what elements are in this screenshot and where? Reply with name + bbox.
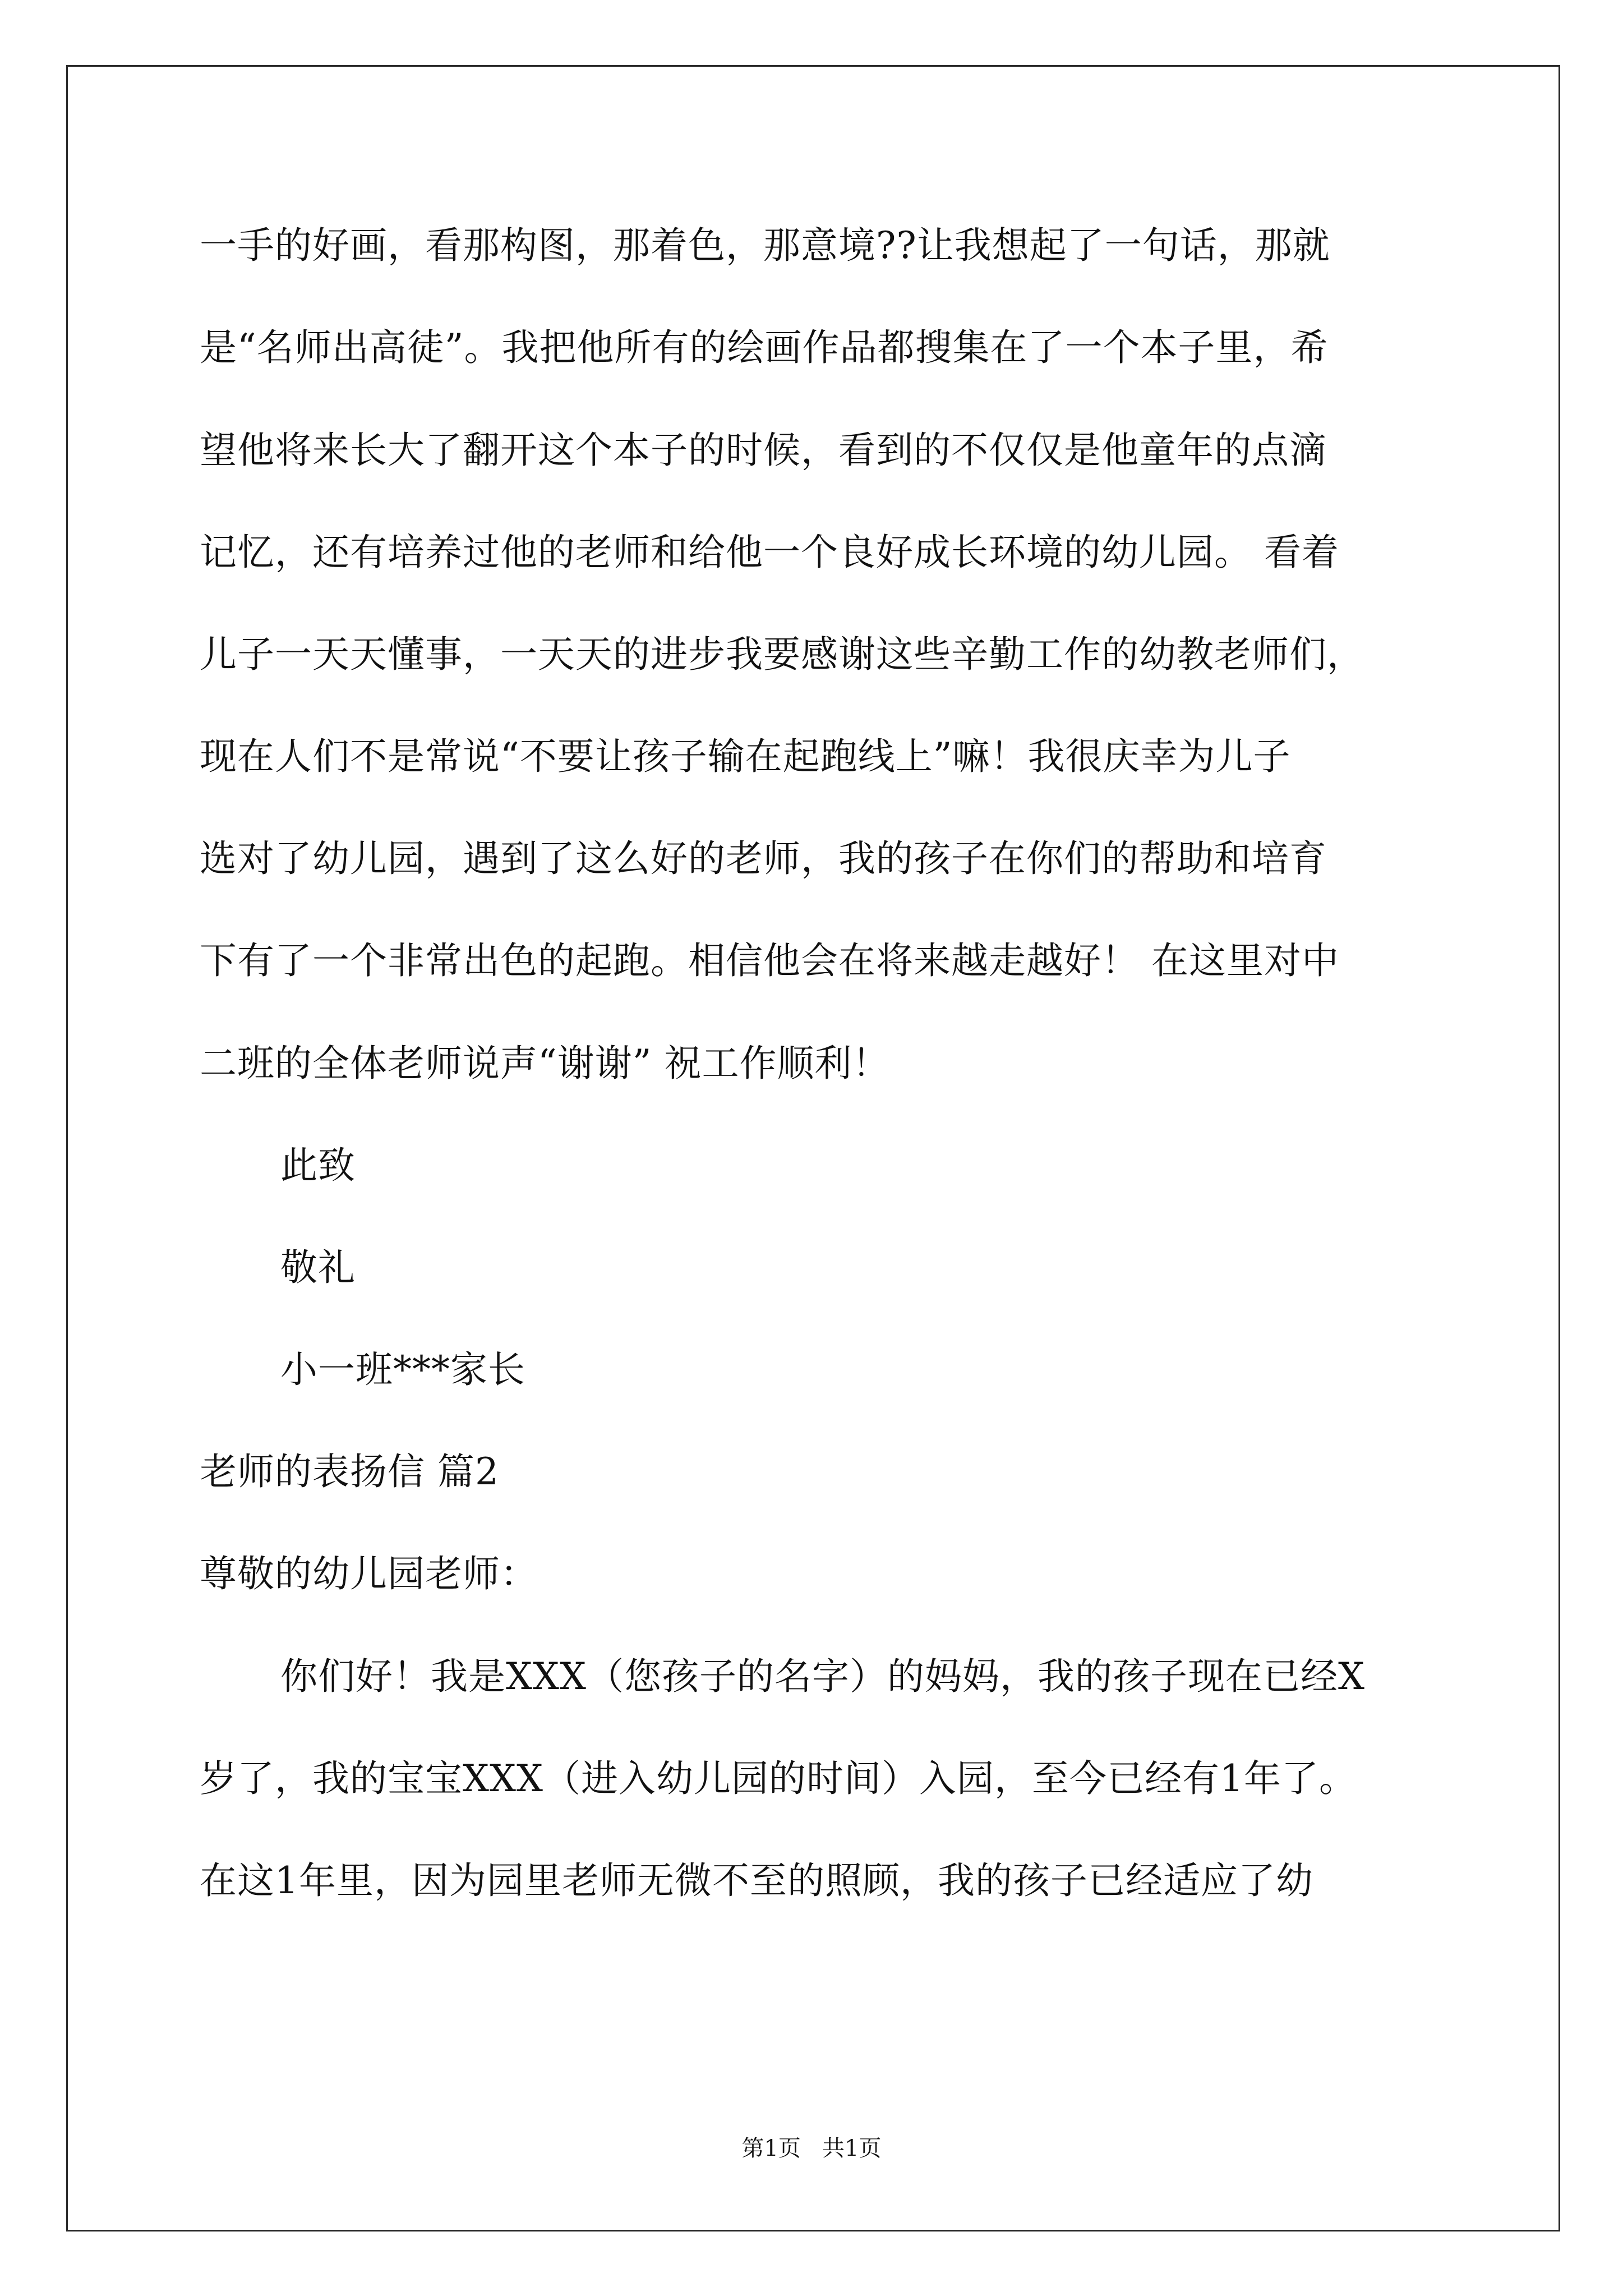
body-line: 望他将来长大了翻开这个本子的时候，看到的不仅仅是他童年的点滴 xyxy=(200,429,1327,472)
signature: 小一班***家长 xyxy=(280,1348,525,1391)
closing-salutation: 此致 xyxy=(280,1144,356,1187)
body-line: 记忆，还有培养过他的老师和给他一个良好成长环境的幼儿园。 看着 xyxy=(200,531,1339,574)
body-line: 二班的全体老师说声“谢谢” 祝工作顺利！ xyxy=(200,1042,890,1085)
closing-regards: 敬礼 xyxy=(280,1246,356,1289)
body-line: 选对了幼儿园，遇到了这么好的老师，我的孩子在你们的帮助和培育 xyxy=(200,837,1327,880)
body-line: 现在人们不是常说“不要让孩子输在起跑线上”嘛！我很庆幸为儿子 xyxy=(200,735,1291,778)
body-line: 是“名师出高徒”。我把他所有的绘画作品都搜集在了一个本子里，希 xyxy=(200,326,1329,369)
body-line: 在这1年里，因为园里老师无微不至的照顾，我的孩子已经适应了幼 xyxy=(200,1859,1313,1902)
body-line: 你们好！我是XXX（您孩子的名字）的妈妈，我的孩子现在已经X xyxy=(280,1655,1365,1698)
section-title: 老师的表扬信 篇2 xyxy=(200,1450,499,1493)
body-line: 岁了，我的宝宝XXX（进入幼儿园的时间）入园，至今已经有1年了。 xyxy=(200,1757,1357,1800)
body-line: 下有了一个非常出色的起跑。相信他会在将来越走越好！ 在这里对中 xyxy=(200,939,1339,982)
page-footer: 第1页 共1页 xyxy=(741,2136,882,2161)
greeting: 尊敬的幼儿园老师： xyxy=(200,1552,538,1595)
body-line: 儿子一天天懂事，一天天的进步我要感谢这些辛勤工作的幼教老师们， xyxy=(200,633,1364,676)
body-line: 一手的好画，看那构图，那着色，那意境??让我想起了一句话，那就 xyxy=(200,224,1330,267)
